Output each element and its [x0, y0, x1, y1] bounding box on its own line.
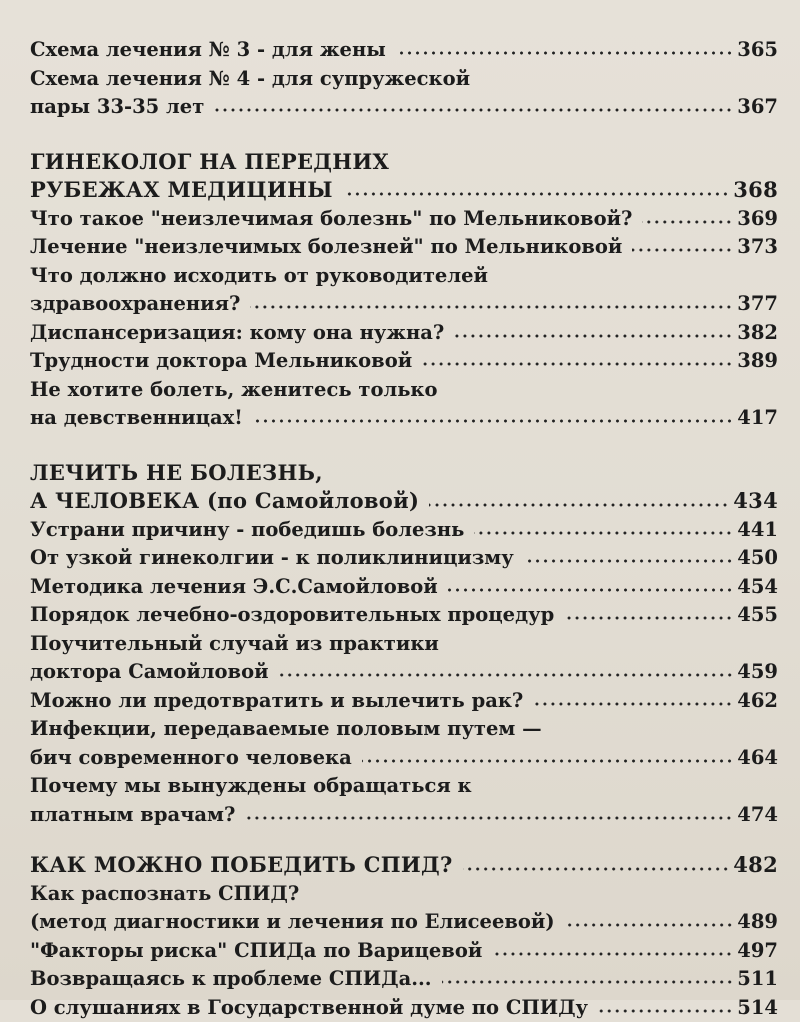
toc-entry-title: Не хотите болеть, женитесь только	[30, 376, 438, 405]
toc-page-number: 464	[737, 744, 778, 773]
dot-leader	[429, 502, 729, 508]
toc-page-number: 368	[733, 176, 778, 205]
section-heading	[30, 487, 778, 516]
section-heading	[30, 176, 778, 205]
toc-entry	[30, 601, 778, 630]
toc-entry-title: на девственницах!	[30, 404, 243, 433]
toc-entry	[30, 347, 778, 376]
toc-page-number: 434	[733, 487, 778, 516]
toc-entry	[30, 65, 778, 94]
section-heading-title: КАК МОЖНО ПОБЕДИТЬ СПИД?	[30, 851, 453, 880]
dot-leader	[492, 951, 733, 957]
toc-entry	[30, 687, 778, 716]
toc-entry-title: Схема лечения № 3 - для жены	[30, 36, 386, 65]
toc-page-number: 450	[737, 544, 778, 573]
section-heading-title: ГИНЕКОЛОГ НА ПЕРЕДНИХ	[30, 148, 389, 177]
dot-leader	[396, 50, 734, 56]
dot-leader	[565, 922, 734, 928]
toc-page-number: 369	[737, 205, 778, 234]
dot-leader	[214, 107, 733, 113]
toc-entry-title: Можно ли предотвратить и вылечить рак?	[30, 687, 523, 716]
toc-entry	[30, 93, 778, 122]
toc-entry	[30, 772, 778, 801]
toc-entry	[30, 233, 778, 262]
section-heading-title: РУБЕЖАХ МЕДИЦИНЫ	[30, 176, 333, 205]
toc-page-number: 497	[737, 937, 778, 966]
section-gap	[30, 829, 778, 851]
toc-entry	[30, 880, 778, 909]
section-gap	[30, 122, 778, 148]
dot-leader	[279, 672, 734, 678]
section-heading	[30, 851, 778, 880]
toc-entry	[30, 994, 778, 1022]
dot-leader	[454, 333, 733, 339]
section-heading	[30, 459, 778, 488]
section-gap	[30, 433, 778, 459]
section-heading	[30, 148, 778, 177]
toc-entry-title: Поучительный случай из практики	[30, 630, 439, 659]
toc-entry-title: здравоохранения?	[30, 290, 240, 319]
toc-entry-title: пары 33-35 лет	[30, 93, 204, 122]
toc-entry	[30, 404, 778, 433]
dot-leader	[463, 866, 730, 872]
toc-page-number: 417	[737, 404, 778, 433]
dot-leader	[598, 1008, 733, 1014]
toc-page-number: 489	[737, 908, 778, 937]
toc-entry	[30, 937, 778, 966]
toc-page-number: 511	[737, 965, 778, 994]
dot-leader	[250, 304, 733, 310]
toc-entry	[30, 262, 778, 291]
toc-entry-title: Лечение "неизлечимых болезней" по Мельниковой	[30, 233, 622, 262]
section-heading-title: ЛЕЧИТЬ НЕ БОЛЕЗНЬ,	[30, 459, 323, 488]
toc-page-number: 459	[737, 658, 778, 687]
dot-leader	[448, 587, 734, 593]
toc-page-number: 454	[737, 573, 778, 602]
toc-entry-title: Инфекции, передаваемые половым путем —	[30, 715, 542, 744]
toc-entry-title: Возвращаясь к проблеме СПИДа...	[30, 965, 432, 994]
toc-page-number: 365	[737, 36, 778, 65]
dot-leader	[362, 758, 734, 764]
toc-page-number: 474	[737, 801, 778, 830]
toc-page-number: 389	[737, 347, 778, 376]
toc-entry-title: Порядок лечебно-оздоровительных процедур	[30, 601, 554, 630]
toc-entry	[30, 715, 778, 744]
toc-entry-title: Трудности доктора Мельниковой	[30, 347, 412, 376]
dot-leader	[564, 615, 733, 621]
toc-entry	[30, 801, 778, 830]
dot-leader	[524, 558, 734, 564]
toc-entry	[30, 36, 778, 65]
toc-page-number: 482	[733, 851, 778, 880]
table-of-contents	[30, 36, 778, 1022]
toc-entry-title: Диспансеризация: кому она нужна?	[30, 319, 444, 348]
toc-page-number: 441	[737, 516, 778, 545]
toc-page-number: 377	[737, 290, 778, 319]
toc-entry-title: доктора Самойловой	[30, 658, 269, 687]
toc-entry	[30, 744, 778, 773]
toc-entry	[30, 573, 778, 602]
dot-leader	[422, 361, 733, 367]
toc-entry-title: бич современного человека	[30, 744, 352, 773]
toc-entry	[30, 908, 778, 937]
toc-entry-title: Почему мы вынуждены обращаться к	[30, 772, 472, 801]
toc-entry	[30, 319, 778, 348]
toc-entry-title: платным врачам?	[30, 801, 235, 830]
dot-leader	[533, 701, 733, 707]
toc-entry	[30, 205, 778, 234]
toc-entry	[30, 376, 778, 405]
toc-entry-title: Устрани причину - победишь болезнь	[30, 516, 464, 545]
dot-leader	[245, 815, 733, 821]
toc-page-number: 514	[737, 994, 778, 1022]
toc-page-number: 373	[737, 233, 778, 262]
toc-page-number: 382	[737, 319, 778, 348]
toc-page-number: 462	[737, 687, 778, 716]
toc-entry	[30, 516, 778, 545]
toc-page-number: 455	[737, 601, 778, 630]
dot-leader	[642, 219, 733, 225]
dot-leader	[474, 530, 733, 536]
toc-entry	[30, 658, 778, 687]
dot-leader	[632, 247, 733, 253]
toc-entry-title: Что такое "неизлечимая болезнь" по Мельниковой?	[30, 205, 632, 234]
toc-entry	[30, 965, 778, 994]
toc-entry	[30, 290, 778, 319]
toc-entry	[30, 544, 778, 573]
toc-entry-title: (метод диагностики и лечения по Елисеевой)	[30, 908, 555, 937]
section-heading-title: А ЧЕЛОВЕКА (по Самойловой)	[30, 487, 419, 516]
toc-page-number: 367	[737, 93, 778, 122]
toc-entry-title: От узкой гинеколгии - к поликлиницизму	[30, 544, 514, 573]
toc-entry-title: "Факторы риска" СПИДа по Варицевой	[30, 937, 482, 966]
toc-entry-title: Схема лечения № 4 - для супружеской	[30, 65, 470, 94]
dot-leader	[253, 418, 733, 424]
toc-entry-title: О слушаниях в Государственной думе по СПИДу	[30, 994, 588, 1022]
dot-leader	[442, 979, 734, 985]
toc-entry-title: Методика лечения Э.С.Самойловой	[30, 573, 438, 602]
toc-entry-title: Как распознать СПИД?	[30, 880, 299, 909]
dot-leader	[343, 191, 729, 197]
toc-entry-title: Что должно исходить от руководителей	[30, 262, 488, 291]
toc-entry	[30, 630, 778, 659]
